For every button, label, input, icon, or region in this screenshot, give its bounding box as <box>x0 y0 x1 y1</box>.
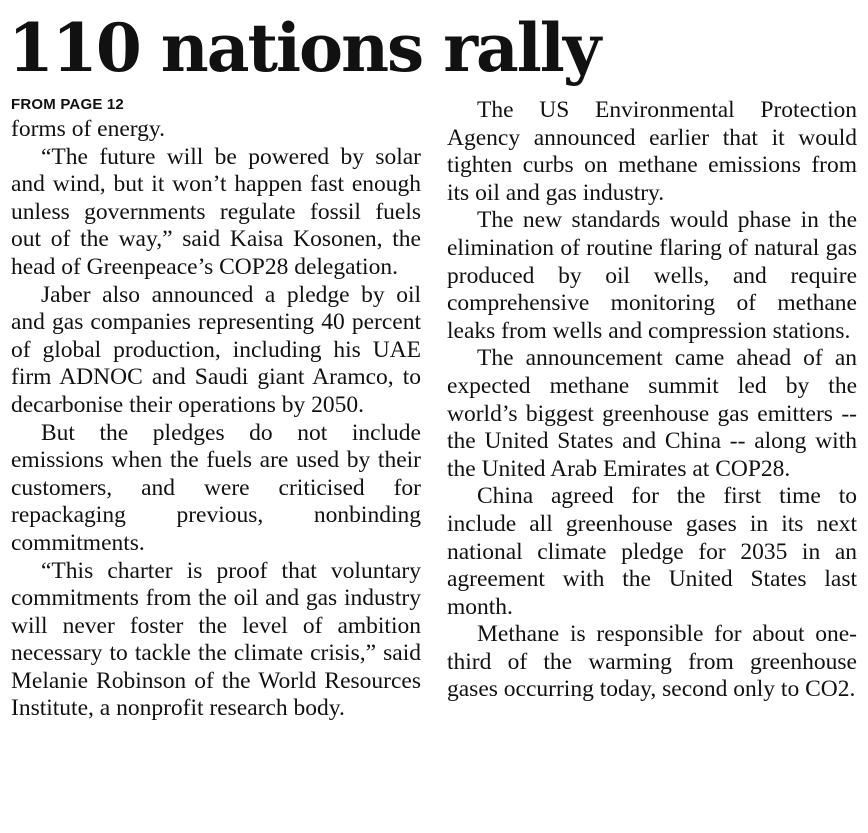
paragraph: But the pledges do not include emissions when the fuels are used by their customers, and were criticised for repackaging previous, nonbinding commitments. <box>11 419 421 556</box>
paragraph: China agreed for the first time to include all greenhouse gases in its next national climate pledge for 2035 in an agreement with the United States last month. <box>447 483 857 620</box>
paragraph: Jaber also announced a pledge by oil and gas companies representing 40 percent of global production, including his UAE firm ADNOC and Saudi giant Aramco, to decarbonise their operations by 2050. <box>11 281 421 418</box>
paragraph: forms of energy. <box>11 116 166 142</box>
article-column-right <box>447 97 857 704</box>
paragraph: The announcement came ahead of an expected methane summit led by the world’s biggest greenhouse gas emitters -- the United States and China -- along with the United Arab Emirates at COP28. <box>447 345 857 482</box>
paragraph: Methane is responsible for about one-third of the warming from greenhouse gases occurring today, second only to CO2. <box>447 621 857 703</box>
article-column-left <box>11 96 421 723</box>
headline: 110 nations rally <box>8 9 600 87</box>
continuation-line: FROM PAGE 12 <box>11 96 124 113</box>
paragraph: “The future will be powered by solar and wind, but it won’t happen fast enough unless governments regulate fossil fuels out of the way,” said Kaisa Kosonen, the head of Greenpeace’s COP28 delegation. <box>11 143 421 280</box>
paragraph: “This charter is proof that voluntary commitments from the oil and gas industry will never foster the level of ambition necessary to tackle the climate crisis,” said Melanie Robinson of the World Resources Institute, a nonprofit research body. <box>11 557 421 722</box>
paragraph: The US Environmental Protection Agency announced earlier that it would tighten curbs on methane emissions from its oil and gas industry. <box>447 97 857 206</box>
paragraph: The new standards would phase in the elimination of routine flaring of natural gas produced by oil wells, and require comprehensive monitoring of methane leaks from wells and compression stations. <box>447 207 857 344</box>
